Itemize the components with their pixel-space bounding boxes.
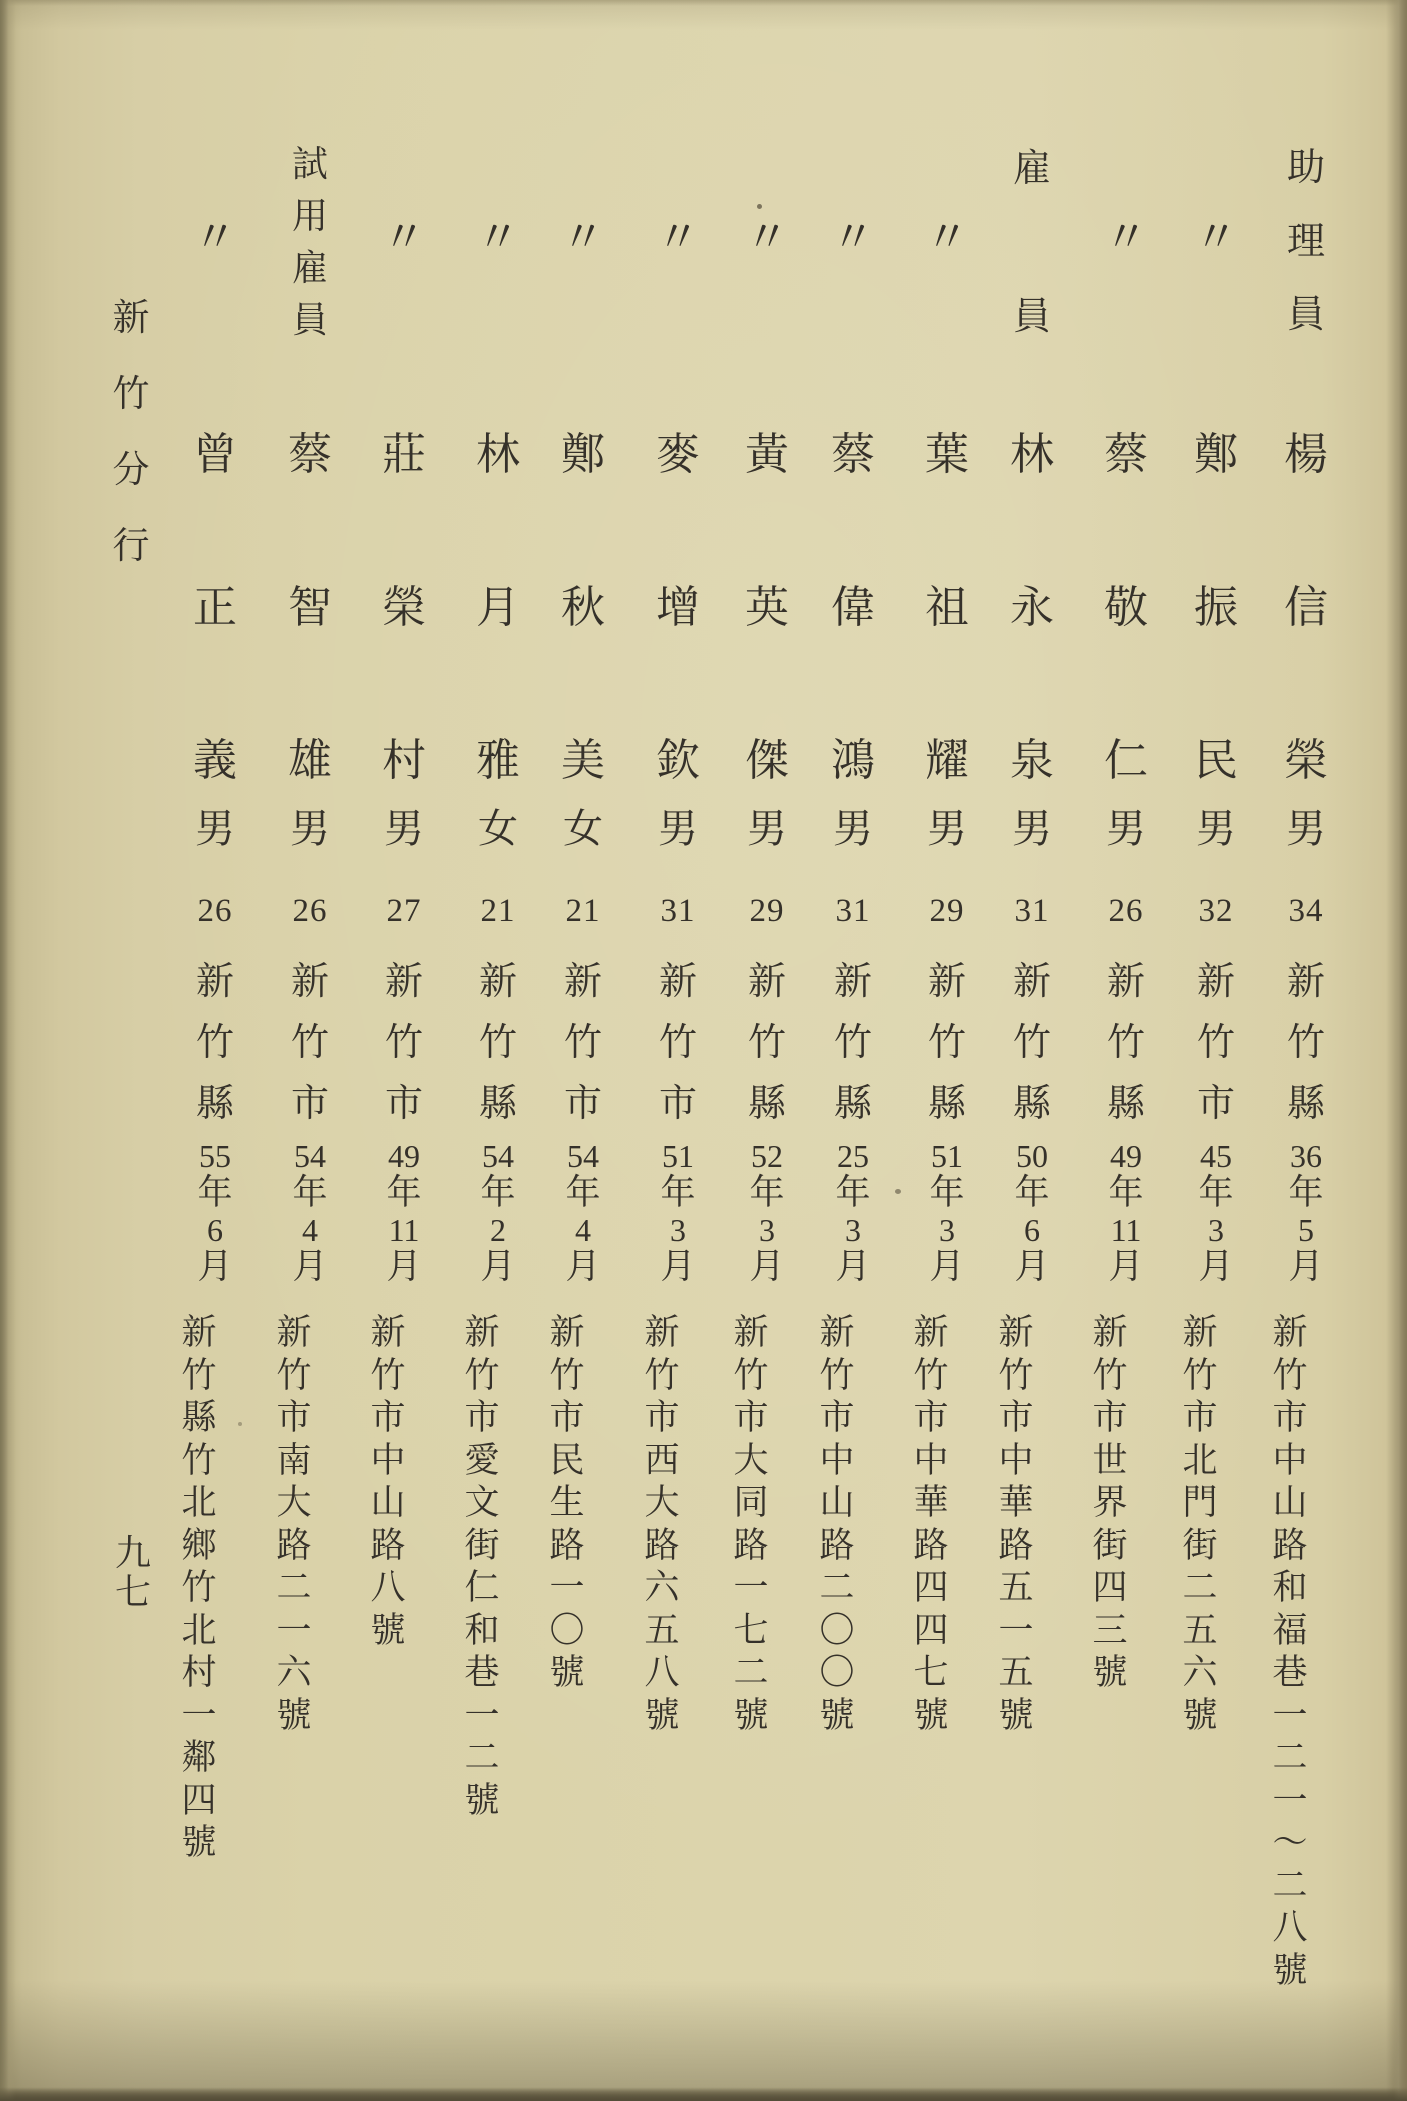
address-label: 新竹市北門街二五六號 — [1182, 1313, 1218, 1735]
month-label: 月 — [197, 1247, 233, 1286]
person-name: 麥增欽 — [656, 430, 700, 785]
gender-label: 男 — [384, 806, 424, 851]
month-label: 月 — [1198, 1247, 1234, 1286]
position-title: 雇員 — [1012, 148, 1051, 338]
date-year: 45 — [1200, 1138, 1232, 1174]
year-label: 年 — [197, 1173, 233, 1212]
address-label: 新竹縣竹北鄉竹北村一鄰四號 — [181, 1313, 217, 1862]
gender-label: 女 — [563, 806, 603, 851]
year-label: 年 — [1108, 1173, 1144, 1212]
date-year: 49 — [388, 1138, 420, 1174]
date-year: 54 — [294, 1138, 326, 1174]
ditto-mark: 〃 — [382, 213, 426, 262]
page-edge-left — [0, 0, 16, 2101]
date-month: 11 — [388, 1212, 420, 1248]
age-value: 27 — [386, 893, 422, 929]
gender-label: 女 — [478, 806, 518, 851]
gender-label: 男 — [927, 806, 967, 851]
date-month: 2 — [490, 1212, 506, 1248]
date-month: 3 — [845, 1212, 861, 1248]
page-edge-bottom — [0, 2087, 1407, 2101]
month-label: 月 — [1288, 1247, 1324, 1286]
age-value: 34 — [1288, 893, 1324, 929]
age-value: 31 — [1014, 893, 1050, 929]
address-label: 新竹市中山路二〇〇號 — [819, 1313, 855, 1735]
address-label: 新竹市民生路一〇號 — [549, 1313, 585, 1692]
gender-label: 男 — [1196, 806, 1236, 851]
person-name: 蔡敬仁 — [1104, 430, 1148, 785]
age-value: 26 — [1108, 893, 1144, 929]
year-label: 年 — [565, 1173, 601, 1212]
person-column — [1081, 0, 1171, 2101]
date-year: 54 — [482, 1138, 514, 1174]
person-column — [170, 0, 260, 2101]
birthplace-label: 新竹市 — [384, 961, 423, 1125]
person-column — [808, 0, 898, 2101]
year-label: 年 — [480, 1173, 516, 1212]
year-label: 年 — [1198, 1173, 1234, 1212]
address-label: 新竹市中山路和福巷一二一～二八號 — [1272, 1313, 1308, 1990]
person-name: 蔡偉鴻 — [831, 430, 875, 785]
gender-label: 男 — [1012, 806, 1052, 851]
paper-speck — [238, 1422, 242, 1426]
date-month: 3 — [939, 1212, 955, 1248]
address-label: 新竹市愛文街仁和巷一二號 — [464, 1313, 500, 1820]
person-column — [633, 0, 723, 2101]
month-label: 月 — [1014, 1247, 1050, 1286]
gender-label: 男 — [195, 806, 235, 851]
month-label: 月 — [749, 1247, 785, 1286]
date-year: 51 — [931, 1138, 963, 1174]
ditto-mark: 〃 — [656, 213, 700, 262]
ditto-mark: 〃 — [745, 213, 789, 262]
month-label: 月 — [386, 1247, 422, 1286]
gender-label: 男 — [747, 806, 787, 851]
paper-speck — [895, 1189, 901, 1194]
date-month: 4 — [302, 1212, 318, 1248]
person-column — [987, 0, 1077, 2101]
birthplace-label: 新竹市 — [290, 961, 329, 1125]
birthplace-label: 新竹縣 — [1286, 961, 1325, 1125]
address-label: 新竹市世界街四三號 — [1092, 1313, 1128, 1692]
person-name: 蔡智雄 — [288, 430, 332, 785]
ditto-mark: 〃 — [831, 213, 875, 262]
page-number: 九七 — [114, 1533, 151, 1612]
person-column — [265, 0, 355, 2101]
birthplace-label: 新竹縣 — [1012, 961, 1051, 1125]
ditto-mark: 〃 — [476, 213, 520, 262]
birthplace-label: 新竹縣 — [833, 961, 872, 1125]
date-month: 4 — [575, 1212, 591, 1248]
year-label: 年 — [929, 1173, 965, 1212]
person-name: 葉祖耀 — [925, 430, 969, 785]
person-column — [538, 0, 628, 2101]
year-label: 年 — [292, 1173, 328, 1212]
date-year: 25 — [837, 1138, 869, 1174]
address-label: 新竹市南大路二一六號 — [276, 1313, 312, 1735]
birthplace-label: 新竹市 — [658, 961, 697, 1125]
date-year: 36 — [1290, 1138, 1322, 1174]
birthplace-label: 新竹市 — [563, 961, 602, 1125]
age-value: 26 — [197, 893, 233, 929]
position-title: 助理員 — [1286, 147, 1325, 336]
paper-speck — [757, 204, 762, 209]
person-name: 林月雅 — [476, 430, 520, 785]
date-month: 5 — [1298, 1212, 1314, 1248]
year-label: 年 — [660, 1173, 696, 1212]
month-label: 月 — [292, 1247, 328, 1286]
date-month: 11 — [1110, 1212, 1142, 1248]
birthplace-label: 新竹縣 — [195, 961, 234, 1125]
gender-label: 男 — [290, 806, 330, 851]
date-year: 50 — [1016, 1138, 1048, 1174]
year-label: 年 — [835, 1173, 871, 1212]
address-label: 新竹市西大路六五八號 — [644, 1313, 680, 1735]
gender-label: 男 — [1286, 806, 1326, 851]
month-label: 月 — [1108, 1247, 1144, 1286]
gender-label: 男 — [833, 806, 873, 851]
date-month: 6 — [1024, 1212, 1040, 1248]
birthplace-label: 新竹縣 — [478, 961, 517, 1125]
birthplace-label: 新竹縣 — [927, 961, 966, 1125]
page-edge-right — [1393, 0, 1407, 2101]
person-column — [1171, 0, 1261, 2101]
date-year: 51 — [662, 1138, 694, 1174]
month-label: 月 — [480, 1247, 516, 1286]
position-title: 試用雇員 — [291, 144, 328, 340]
date-year: 49 — [1110, 1138, 1142, 1174]
address-label: 新竹市中山路八號 — [370, 1313, 406, 1650]
gender-label: 男 — [658, 806, 698, 851]
branch-header: 新竹分行 — [112, 298, 150, 567]
person-name: 鄭振民 — [1194, 430, 1238, 785]
person-name: 莊榮村 — [382, 430, 426, 785]
month-label: 月 — [929, 1247, 965, 1286]
address-label: 新竹市大同路一七二號 — [733, 1313, 769, 1735]
person-column — [1261, 0, 1351, 2101]
age-value: 26 — [292, 893, 328, 929]
person-column — [453, 0, 543, 2101]
year-label: 年 — [1014, 1173, 1050, 1212]
person-column — [359, 0, 449, 2101]
gender-label: 男 — [1106, 806, 1146, 851]
ditto-mark: 〃 — [193, 213, 237, 262]
person-column — [902, 0, 992, 2101]
person-column — [722, 0, 812, 2101]
age-value: 32 — [1198, 893, 1234, 929]
age-value: 31 — [835, 893, 871, 929]
person-name: 林永泉 — [1010, 430, 1054, 785]
ditto-mark: 〃 — [925, 213, 969, 262]
year-label: 年 — [749, 1173, 785, 1212]
date-month: 3 — [1208, 1212, 1224, 1248]
month-label: 月 — [660, 1247, 696, 1286]
ditto-mark: 〃 — [1194, 213, 1238, 262]
ditto-mark: 〃 — [561, 213, 605, 262]
address-label: 新竹市中華路四四七號 — [913, 1313, 949, 1735]
age-value: 21 — [565, 893, 601, 929]
date-year: 54 — [567, 1138, 599, 1174]
date-month: 3 — [670, 1212, 686, 1248]
age-value: 31 — [660, 893, 696, 929]
year-label: 年 — [386, 1173, 422, 1212]
birthplace-label: 新竹縣 — [1106, 961, 1145, 1125]
date-month: 6 — [207, 1212, 223, 1248]
birthplace-label: 新竹縣 — [747, 961, 786, 1125]
person-name: 楊信榮 — [1284, 430, 1328, 785]
age-value: 29 — [929, 893, 965, 929]
age-value: 29 — [749, 893, 785, 929]
month-label: 月 — [835, 1247, 871, 1286]
ditto-mark: 〃 — [1104, 213, 1148, 262]
date-month: 3 — [759, 1212, 775, 1248]
person-name: 黃英傑 — [745, 430, 789, 785]
month-label: 月 — [565, 1247, 601, 1286]
date-year: 52 — [751, 1138, 783, 1174]
year-label: 年 — [1288, 1173, 1324, 1212]
birthplace-label: 新竹市 — [1196, 961, 1235, 1125]
date-year: 55 — [199, 1138, 231, 1174]
age-value: 21 — [480, 893, 516, 929]
address-label: 新竹市中華路五一五號 — [998, 1313, 1034, 1735]
person-name: 鄭秋美 — [561, 430, 605, 785]
person-name: 曾正義 — [193, 430, 237, 785]
